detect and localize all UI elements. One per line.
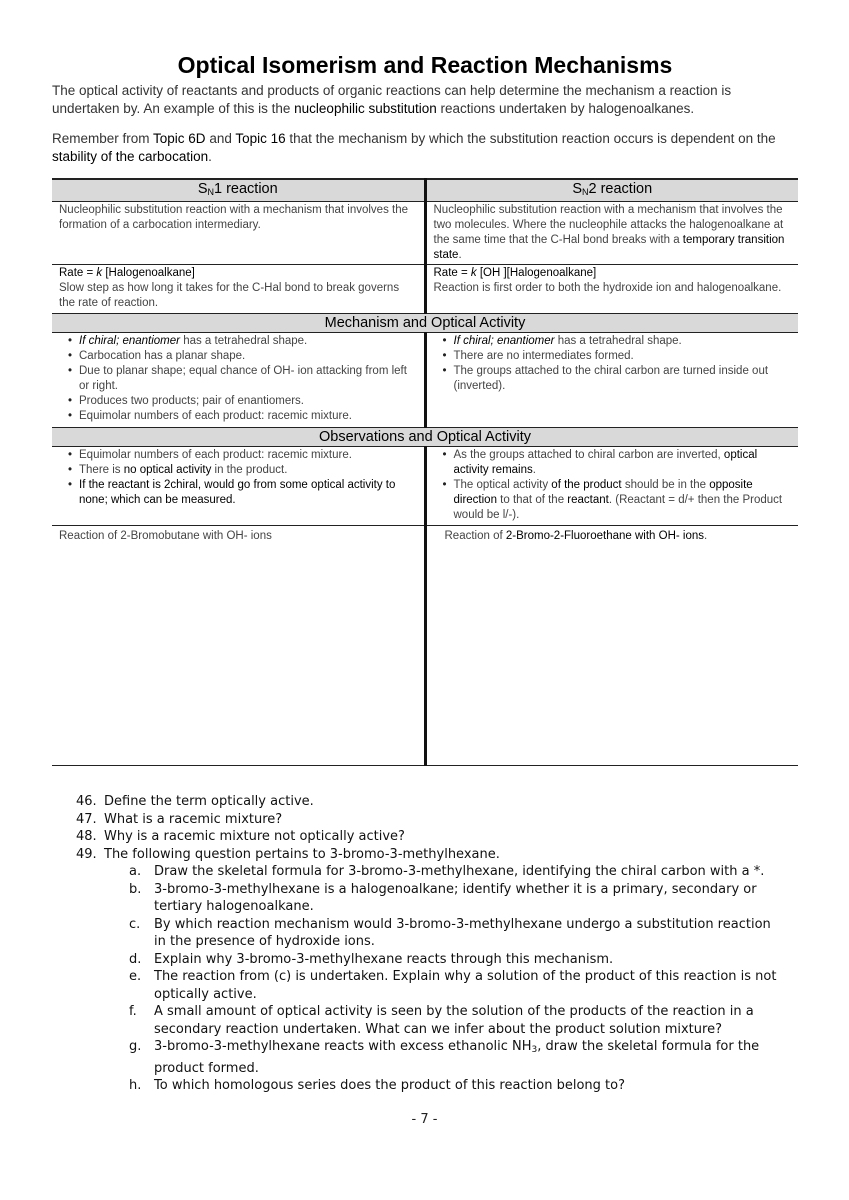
question-46 <box>76 793 786 811</box>
subquestion-letter: b. <box>129 881 142 897</box>
rate-terms: [Halogenoalkane] <box>102 267 195 279</box>
table-row-description <box>52 202 798 265</box>
emphasis-text: no optical activity <box>123 464 212 476</box>
subquestion-text: By which reaction mechanism would 3-bromo-3-methylhexane undergo a substitution reaction in the presence of hydroxide ions. <box>154 916 771 949</box>
emphasis-text: of the product <box>551 479 622 491</box>
subquestion-letter: e. <box>129 969 142 984</box>
list-item-text: There is <box>79 464 124 476</box>
list-item-text: . (Reactant = d/+ then the Product would be l/-). <box>453 494 783 521</box>
list-item-text: in the product. <box>211 464 288 476</box>
subquestion-text: Explain why 3-bromo-3-methylhexane reacts through this mechanism. <box>154 951 614 967</box>
table-row-reactions <box>52 526 798 766</box>
sn2-rate-text: Reaction is first order to both the hydroxide ion and halogenoalkane. <box>433 282 782 294</box>
rate-label: Rate = <box>433 267 471 279</box>
sn1-label: 1 reaction <box>213 181 278 197</box>
subquestion-c <box>76 916 786 951</box>
subquestion-letter: f. <box>129 1004 137 1019</box>
intro-paragraph-2 <box>52 130 798 166</box>
section-heading-observations: Observations and Optical Activity <box>52 428 798 447</box>
question-number: 47. <box>76 811 97 827</box>
question-text: Why is a racemic mixture not optically active? <box>104 829 405 844</box>
subquestion-d <box>76 951 786 969</box>
list-item: • The groups attached to the chiral carbon are turned inside out (inverted). <box>454 364 792 394</box>
intro1-text-end: reactions undertaken by halogenoalkanes. <box>436 101 695 116</box>
intro-paragraph-1 <box>52 82 798 118</box>
intro1-text: The optical activity of reactants and products of organic reactions can help determine the mechanism a reaction is undertaken by. An example of this is the <box>52 83 732 116</box>
sn1-rate <box>52 265 425 314</box>
list-item <box>79 334 417 349</box>
rate-constant: k <box>96 267 103 279</box>
sn2-observations-list <box>434 448 792 523</box>
section-row-observations <box>52 428 798 447</box>
list-item: • Due to planar shape; equal chance of OH- ion attacking from left or right. <box>79 364 417 394</box>
subquestion-letter: c. <box>129 916 141 932</box>
list-item <box>454 334 792 349</box>
subquestion-text: A small amount of optical activity is seen by the solution of the products of the reaction in a secondary reaction undertaken. What can we infer about the product solution mixture? <box>154 1004 754 1037</box>
subquestion-text: 3-bromo-3-methylhexane is a halogenoalkane; identify whether it is a primary, secondary or tertiary halogenoalkane. <box>154 881 757 914</box>
sn2-rate <box>425 265 798 314</box>
sn1-rate-text: Slow step as how long it takes for the C-Hal bond to break governs the rate of reaction. <box>59 282 400 309</box>
sn2-observations <box>425 447 798 526</box>
subquestion-text: Draw the skeletal formula for 3-bromo-3-methylhexane, identifying the chiral carbon with a *. <box>154 864 765 879</box>
question-number: 48. <box>76 829 97 844</box>
subscript: 3 <box>531 1045 538 1055</box>
sn1-header <box>52 179 425 202</box>
intro2-text-end: . <box>208 149 212 164</box>
subquestion-letter: a. <box>129 864 142 879</box>
question-number: 46. <box>76 794 97 809</box>
subquestion-letter: d. <box>129 951 142 967</box>
list-item <box>454 478 792 523</box>
sn1-mechanism <box>52 333 425 428</box>
reaction-text: Reaction of <box>444 530 506 542</box>
page-title: Optical Isomerism and Reaction Mechanisms <box>177 52 673 78</box>
subquestion-letter: g. <box>129 1039 142 1054</box>
list-item-text: has a tetrahedral shape. <box>180 335 308 347</box>
subquestion-e <box>76 968 786 1003</box>
list-item <box>79 463 417 478</box>
sn1-rate-equation <box>59 266 417 281</box>
subquestion-g <box>76 1038 786 1077</box>
table-row-mechanism <box>52 333 798 428</box>
question-48 <box>76 828 786 846</box>
list-item-text: to that of the <box>496 494 568 506</box>
mechanism-comparison-table <box>52 178 798 766</box>
list-item-text: should be in the <box>621 479 710 491</box>
list-item <box>454 448 792 478</box>
sn2-label: 2 reaction <box>588 181 653 197</box>
intro2-text: that the mechanism by which the substitution reaction occurs is dependent on the <box>285 131 776 146</box>
section-heading-mechanism: Mechanism and Optical Activity <box>52 314 798 333</box>
table-header-row <box>52 179 798 202</box>
sn1-reaction-space: Reaction of 2-Bromobutane with OH- ions <box>52 526 425 766</box>
intro2-text: Remember from <box>52 131 154 146</box>
list-item: • There are no intermediates formed. <box>454 349 792 364</box>
sn2-mechanism-list <box>434 334 792 394</box>
emphasis-text: If chiral; enantiomer <box>453 335 555 347</box>
rate-terms: [OH ][Halogenoalkane] <box>476 267 597 279</box>
list-item-text: The optical activity <box>453 479 552 491</box>
sn1-description: Nucleophilic substitution reaction with a mechanism that involves the formation of a carbocation intermediary. <box>52 202 425 265</box>
question-text: The following question pertains to 3-bromo-3-methylhexane. <box>104 846 500 862</box>
sn2-description <box>425 202 798 265</box>
reaction-text-end: . <box>704 530 708 542</box>
subquestion-text: , draw the skeletal formula for the product formed. <box>154 1039 760 1076</box>
list-item-text: . <box>532 464 536 476</box>
subquestion-text: To which homologous series does the product of this reaction belong to? <box>154 1078 625 1093</box>
question-text: Define the term optically active. <box>104 794 314 809</box>
intro2-highlight: stability of the carbocation <box>52 149 209 164</box>
subquestion-b <box>76 881 786 916</box>
list-item-text: As the groups attached to chiral carbon are inverted, <box>453 449 724 461</box>
reaction-highlight: 2-Bromo-2-Fluoroethane with OH- ions <box>505 530 705 542</box>
question-number: 49. <box>76 846 97 862</box>
rate-constant: k <box>470 267 477 279</box>
sn2-reaction-space <box>425 526 798 766</box>
sn2-subscript: N <box>581 187 589 197</box>
subquestion-f <box>76 1003 786 1038</box>
subquestion-h <box>76 1077 786 1095</box>
section-row-mechanism <box>52 314 798 333</box>
sn2-header <box>425 179 798 202</box>
table-row-observations <box>52 447 798 526</box>
subquestion-a <box>76 863 786 881</box>
sn1-mechanism-list <box>59 334 417 424</box>
intro2-topic-16: Topic 16 <box>235 131 286 146</box>
table-row-rate <box>52 265 798 314</box>
emphasis-text: opposite direction <box>453 479 753 506</box>
emphasis-text: If chiral; enantiomer <box>79 335 180 347</box>
subquestion-text: 3-bromo-3-methylhexane reacts with excess ethanolic NH <box>154 1039 532 1054</box>
intro1-highlight: nucleophilic substitution <box>294 101 437 116</box>
sn2-desc-highlight: temporary transition state <box>433 234 785 261</box>
emphasis-text: optical activity remains <box>453 449 758 476</box>
sn2-rate-equation <box>434 266 792 281</box>
subquestion-text: The reaction from (c) is undertaken. Explain why a solution of the product of this reaction is not optically active. <box>154 969 777 1002</box>
sn2-desc-end: . <box>458 249 462 261</box>
list-item: • Produces two products; pair of enantiomers. <box>79 394 417 409</box>
rate-label: Rate = <box>59 267 97 279</box>
intro2-topic-6d: Topic 6D <box>153 131 206 146</box>
subquestion-letter: h. <box>129 1078 142 1093</box>
question-47 <box>76 811 786 829</box>
sn1-observations <box>52 447 425 526</box>
question-text: What is a racemic mixture? <box>104 811 283 827</box>
emphasis-text: reactant <box>567 494 609 506</box>
question-49 <box>76 846 786 864</box>
page-number: - 7 - <box>411 1112 438 1127</box>
header-block <box>52 48 798 166</box>
sn2-s: S <box>572 181 582 197</box>
sn1-observations-list <box>59 448 417 508</box>
sn1-subscript: N <box>207 187 214 197</box>
list-item: • Equimolar numbers of each product: racemic mixture. <box>79 448 417 463</box>
intro2-text: and <box>205 131 236 146</box>
sn1-s: S <box>197 181 208 197</box>
list-item: • If the reactant is 2chiral, would go from some optical activity to none; which can be measured. <box>79 478 417 508</box>
questions-section <box>76 793 786 1095</box>
sn2-mechanism <box>425 333 798 428</box>
list-item: • Equimolar numbers of each product: racemic mixture. <box>79 409 417 424</box>
sn2-desc-text: Nucleophilic substitution reaction with a mechanism that involves the two molecules. Where the nucleophile attacks the halogenoalkane at the same time that the C-Hal bond breaks with a <box>433 204 784 246</box>
list-item: • Carbocation has a planar shape. <box>79 349 417 364</box>
list-item-text: has a tetrahedral shape. <box>554 335 682 347</box>
